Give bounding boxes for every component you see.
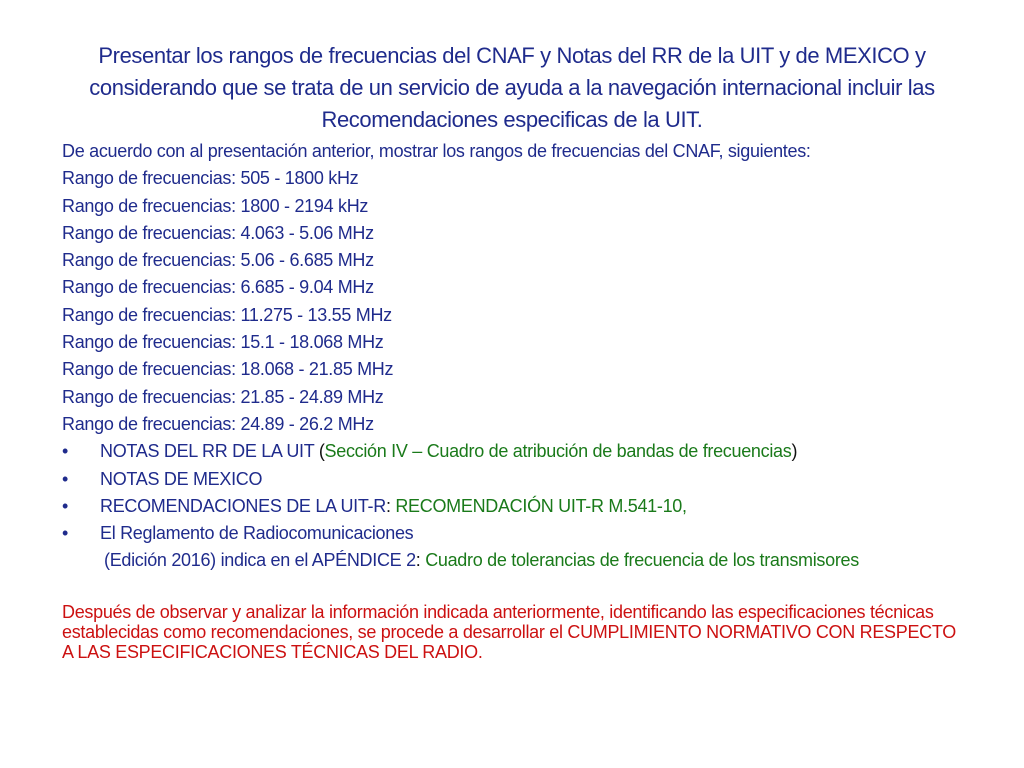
range-item: Rango de frecuencias: 6.685 - 9.04 MHz xyxy=(62,277,374,298)
range-item: Rango de frecuencias: 5.06 - 6.685 MHz xyxy=(62,250,374,271)
paren-open: ( xyxy=(314,441,325,462)
bullet-dot: • xyxy=(62,441,69,462)
bullet-notas-mexico xyxy=(62,466,962,493)
reglamento-subline xyxy=(62,547,962,574)
bullet-reglamento xyxy=(62,520,962,547)
bullet-dot: • xyxy=(62,468,69,489)
range-item: Rango de frecuencias: 505 - 1800 kHz xyxy=(62,168,359,189)
slide-body xyxy=(62,138,962,575)
range-item: Rango de frecuencias: 18.068 - 21.85 MHz xyxy=(62,359,394,380)
range-item: Rango de frecuencias: 1800 - 2194 kHz xyxy=(62,195,369,216)
paren-close: ) xyxy=(791,441,798,462)
intro-text: De acuerdo con al presentación anterior, mostrar los rangos de frecuencias del CNAF, siguientes: xyxy=(62,141,811,161)
slide-title: Presentar los rangos de frecuencias del CNAF y Notas del RR de la UIT y de MEXICO y considerando que se trata de un servicio de ayuda a la navegación internacional incluir las Recomendaciones especificas de la UIT. xyxy=(89,43,935,132)
bullet-recomendaciones xyxy=(62,493,962,520)
range-item: Rango de frecuencias: 4.063 - 5.06 MHz xyxy=(62,222,374,243)
range-item: Rango de frecuencias: 24.89 - 26.2 MHz xyxy=(62,413,374,434)
recomendaciones-label: RECOMENDACIONES DE LA UIT-R xyxy=(100,495,386,516)
bullet-notas-rr xyxy=(62,438,962,465)
notas-rr-detail: Sección IV – Cuadro de atribución de bandas de frecuencias xyxy=(324,441,792,462)
notas-mexico-label: NOTAS DE MEXICO xyxy=(100,468,263,489)
reglamento-sub-prefix: (Edición 2016) indica en el APÉNDICE 2 xyxy=(104,550,416,571)
notas-rr-label: NOTAS DEL RR DE LA UIT xyxy=(100,441,315,462)
range-item: Rango de frecuencias: 15.1 - 18.068 MHz xyxy=(62,332,384,353)
range-item: Rango de frecuencias: 21.85 - 24.89 MHz xyxy=(62,386,384,407)
recomendaciones-detail: RECOMENDACIÓN UIT-R M.541-10, xyxy=(395,495,687,516)
closing-paragraph: Después de observar y analizar la información indicada anteriormente, identificando las especificaciones técnicas establecidas como recomendaciones, se procede a desarrollar el CUMPLIMIENTO NORMATIVO CON RESPECTO A LAS ESPECIFICACIONES TÉCNICAS DEL RADIO. xyxy=(62,602,956,662)
bullet-dot: • xyxy=(62,495,69,516)
reglamento-sub-detail: Cuadro de tolerancias de frecuencia de los transmisores xyxy=(425,550,859,571)
range-item: Rango de frecuencias: 11.275 - 13.55 MHz xyxy=(62,304,392,325)
recomendaciones-colon: : xyxy=(385,495,396,516)
bullet-dot: • xyxy=(62,523,69,544)
reglamento-label: El Reglamento de Radiocomunicaciones xyxy=(100,523,414,544)
reglamento-sub-colon: : xyxy=(415,550,426,571)
